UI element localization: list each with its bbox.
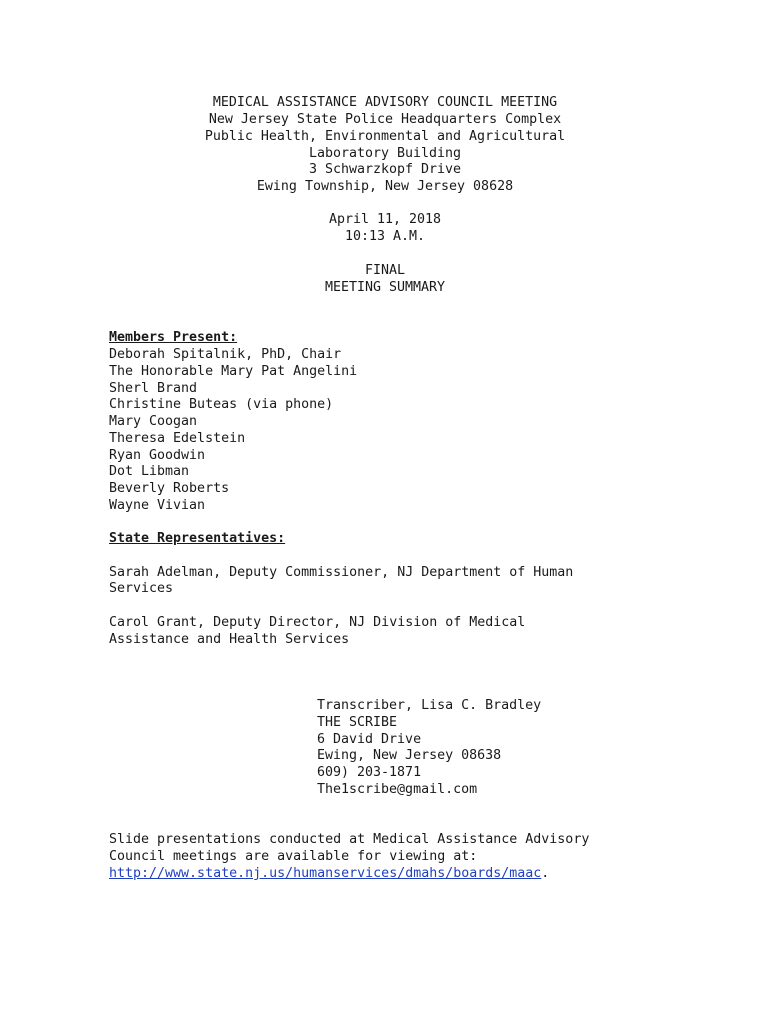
- member-name: Dot Libman: [109, 464, 190, 479]
- venue-city: Ewing Township, New Jersey 08628: [256, 179, 514, 194]
- member-name: Beverly Roberts: [109, 481, 230, 496]
- meeting-time: 10:13 A.M.: [344, 229, 426, 244]
- state-reps-heading: State Representatives:: [109, 531, 286, 546]
- meeting-date: April 11, 2018: [328, 212, 442, 227]
- transcriber-street: 6 David Drive: [317, 732, 422, 747]
- venue-street: 3 Schwarzkopf Drive: [308, 162, 462, 177]
- state-rep-grant-line-1: Carol Grant, Deputy Director, NJ Division of Medical: [109, 615, 526, 630]
- slides-note-line-1: Slide presentations conducted at Medical Assistance Advisory: [109, 832, 590, 847]
- member-name: Deborah Spitalnik, PhD, Chair: [109, 347, 342, 362]
- member-name: Ryan Goodwin: [109, 448, 206, 463]
- slides-note-line-2: Council meetings are available for viewing at:: [109, 849, 478, 864]
- document-type: MEETING SUMMARY: [324, 280, 446, 295]
- transcriber-name: Transcriber, Lisa C. Bradley: [317, 698, 542, 713]
- transcriber-city: Ewing, New Jersey 08638: [317, 748, 502, 763]
- document-status: FINAL: [364, 263, 406, 278]
- member-name: Sherl Brand: [109, 381, 198, 396]
- member-name: Christine Buteas (via phone): [109, 397, 334, 412]
- transcriber-email: The1scribe@gmail.com: [317, 782, 478, 797]
- maac-boards-link[interactable]: http://www.state.nj.us/humanservices/dmahs/boards/maac: [109, 866, 542, 881]
- transcriber-phone: 609) 203-1871: [317, 765, 422, 780]
- state-rep-grant-line-2: Assistance and Health Services: [109, 632, 350, 647]
- slides-note-line-3: [109, 865, 549, 882]
- state-rep-adelman-line-1: Sarah Adelman, Deputy Commissioner, NJ Department of Human: [109, 565, 574, 580]
- member-name: Mary Coogan: [109, 414, 198, 429]
- member-name: Wayne Vivian: [109, 498, 206, 513]
- venue-line-3: Laboratory Building: [308, 146, 462, 161]
- sentence-period: .: [541, 866, 550, 881]
- meeting-title: MEDICAL ASSISTANCE ADVISORY COUNCIL MEETING: [212, 95, 558, 110]
- member-name: The Honorable Mary Pat Angelini: [109, 364, 358, 379]
- members-heading: Members Present:: [109, 330, 238, 345]
- state-rep-adelman-line-2: Services: [109, 581, 174, 596]
- venue-line-1: New Jersey State Police Headquarters Complex: [208, 112, 562, 127]
- venue-line-2: Public Health, Environmental and Agricultural: [204, 129, 566, 144]
- member-name: Theresa Edelstein: [109, 431, 246, 446]
- transcriber-company: THE SCRIBE: [317, 715, 398, 730]
